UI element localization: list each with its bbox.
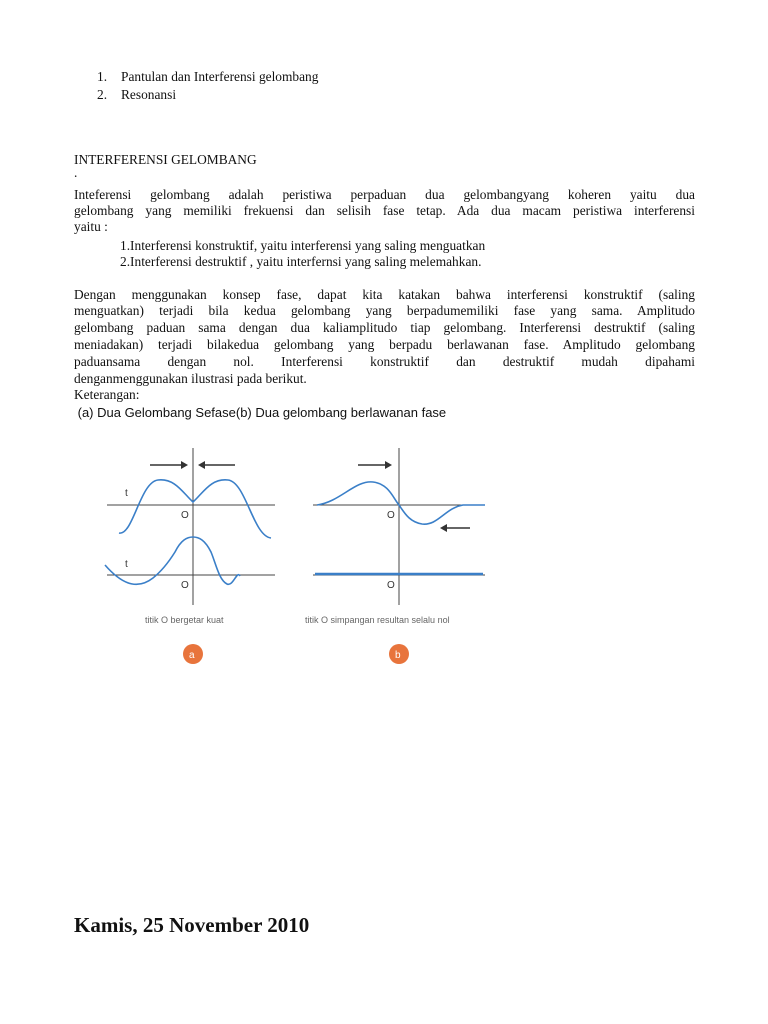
stray-dot: . (74, 165, 78, 180)
paragraph-line: Dengan menggunakan konsep fase, dapat kita katakan bahwa interferensi konstruktif (saling (74, 287, 695, 302)
list-number: 2. (97, 87, 108, 102)
paragraph-line: Inteferensi gelombang adalah peristiwa perpaduan dua gelombangyang koheren yaitu dua (74, 187, 695, 202)
list-item: Pantulan dan Interferensi gelombang (121, 69, 319, 84)
origin-label: O (181, 510, 189, 521)
origin-label: O (387, 580, 395, 591)
keterangan-detail: (a) Dua Gelombang Sefase(b) Dua gelombang berlawanan fase (74, 405, 447, 420)
interference-figure (95, 440, 495, 670)
badge-b-label: b (395, 650, 401, 661)
paragraph-line: menguatkan) terjadi bila kedua gelombang yang berpadumemiliki fase yang sama. Amplitudo (74, 303, 695, 318)
list-number: 1. (97, 69, 108, 84)
paragraph-line: denganmenggunakan ilustrasi pada berikut. (74, 371, 307, 386)
post-date: Kamis, 25 November 2010 (74, 913, 310, 937)
paragraph-line: meniadakan) terjadi bilakedua gelombang yang berpadu berlawanan fase. Amplitudo gelombang (74, 337, 695, 352)
paragraph-line: yaitu : (74, 219, 108, 234)
caption-a: titik O bergetar kuat (145, 615, 224, 625)
paragraph-line: gelombang paduan sama dengan dua kaliamplitudo tiap gelombang. Interferensi destruktif (saling (74, 320, 695, 335)
keterangan-label: Keterangan: (74, 387, 140, 402)
badge-a-label: a (189, 650, 195, 661)
type-item: 2.Interferensi destruktif , yaitu interfernsi yang saling melemahkan. (120, 254, 482, 269)
type-item: 1.Interferensi konstruktif, yaitu interferensi yang saling menguatkan (120, 238, 486, 253)
origin-label: O (181, 580, 189, 591)
origin-label: O (387, 510, 395, 521)
paragraph-line: gelombang yang memiliki frekuensi dan selisih fase tetap. Ada dua macam peristiwa interferensi (74, 203, 695, 218)
list-item: Resonansi (121, 87, 177, 102)
t2-label: t (125, 559, 128, 570)
paragraph-line: paduansama dengan nol. Interferensi konstruktif dan destruktif mudah dipahami (74, 354, 695, 369)
section-heading: INTERFERENSI GELOMBANG (74, 152, 257, 167)
t1-label: t (125, 488, 128, 499)
caption-b: titik O simpangan resultan selalu nol (305, 615, 450, 625)
figure-background (95, 440, 495, 670)
